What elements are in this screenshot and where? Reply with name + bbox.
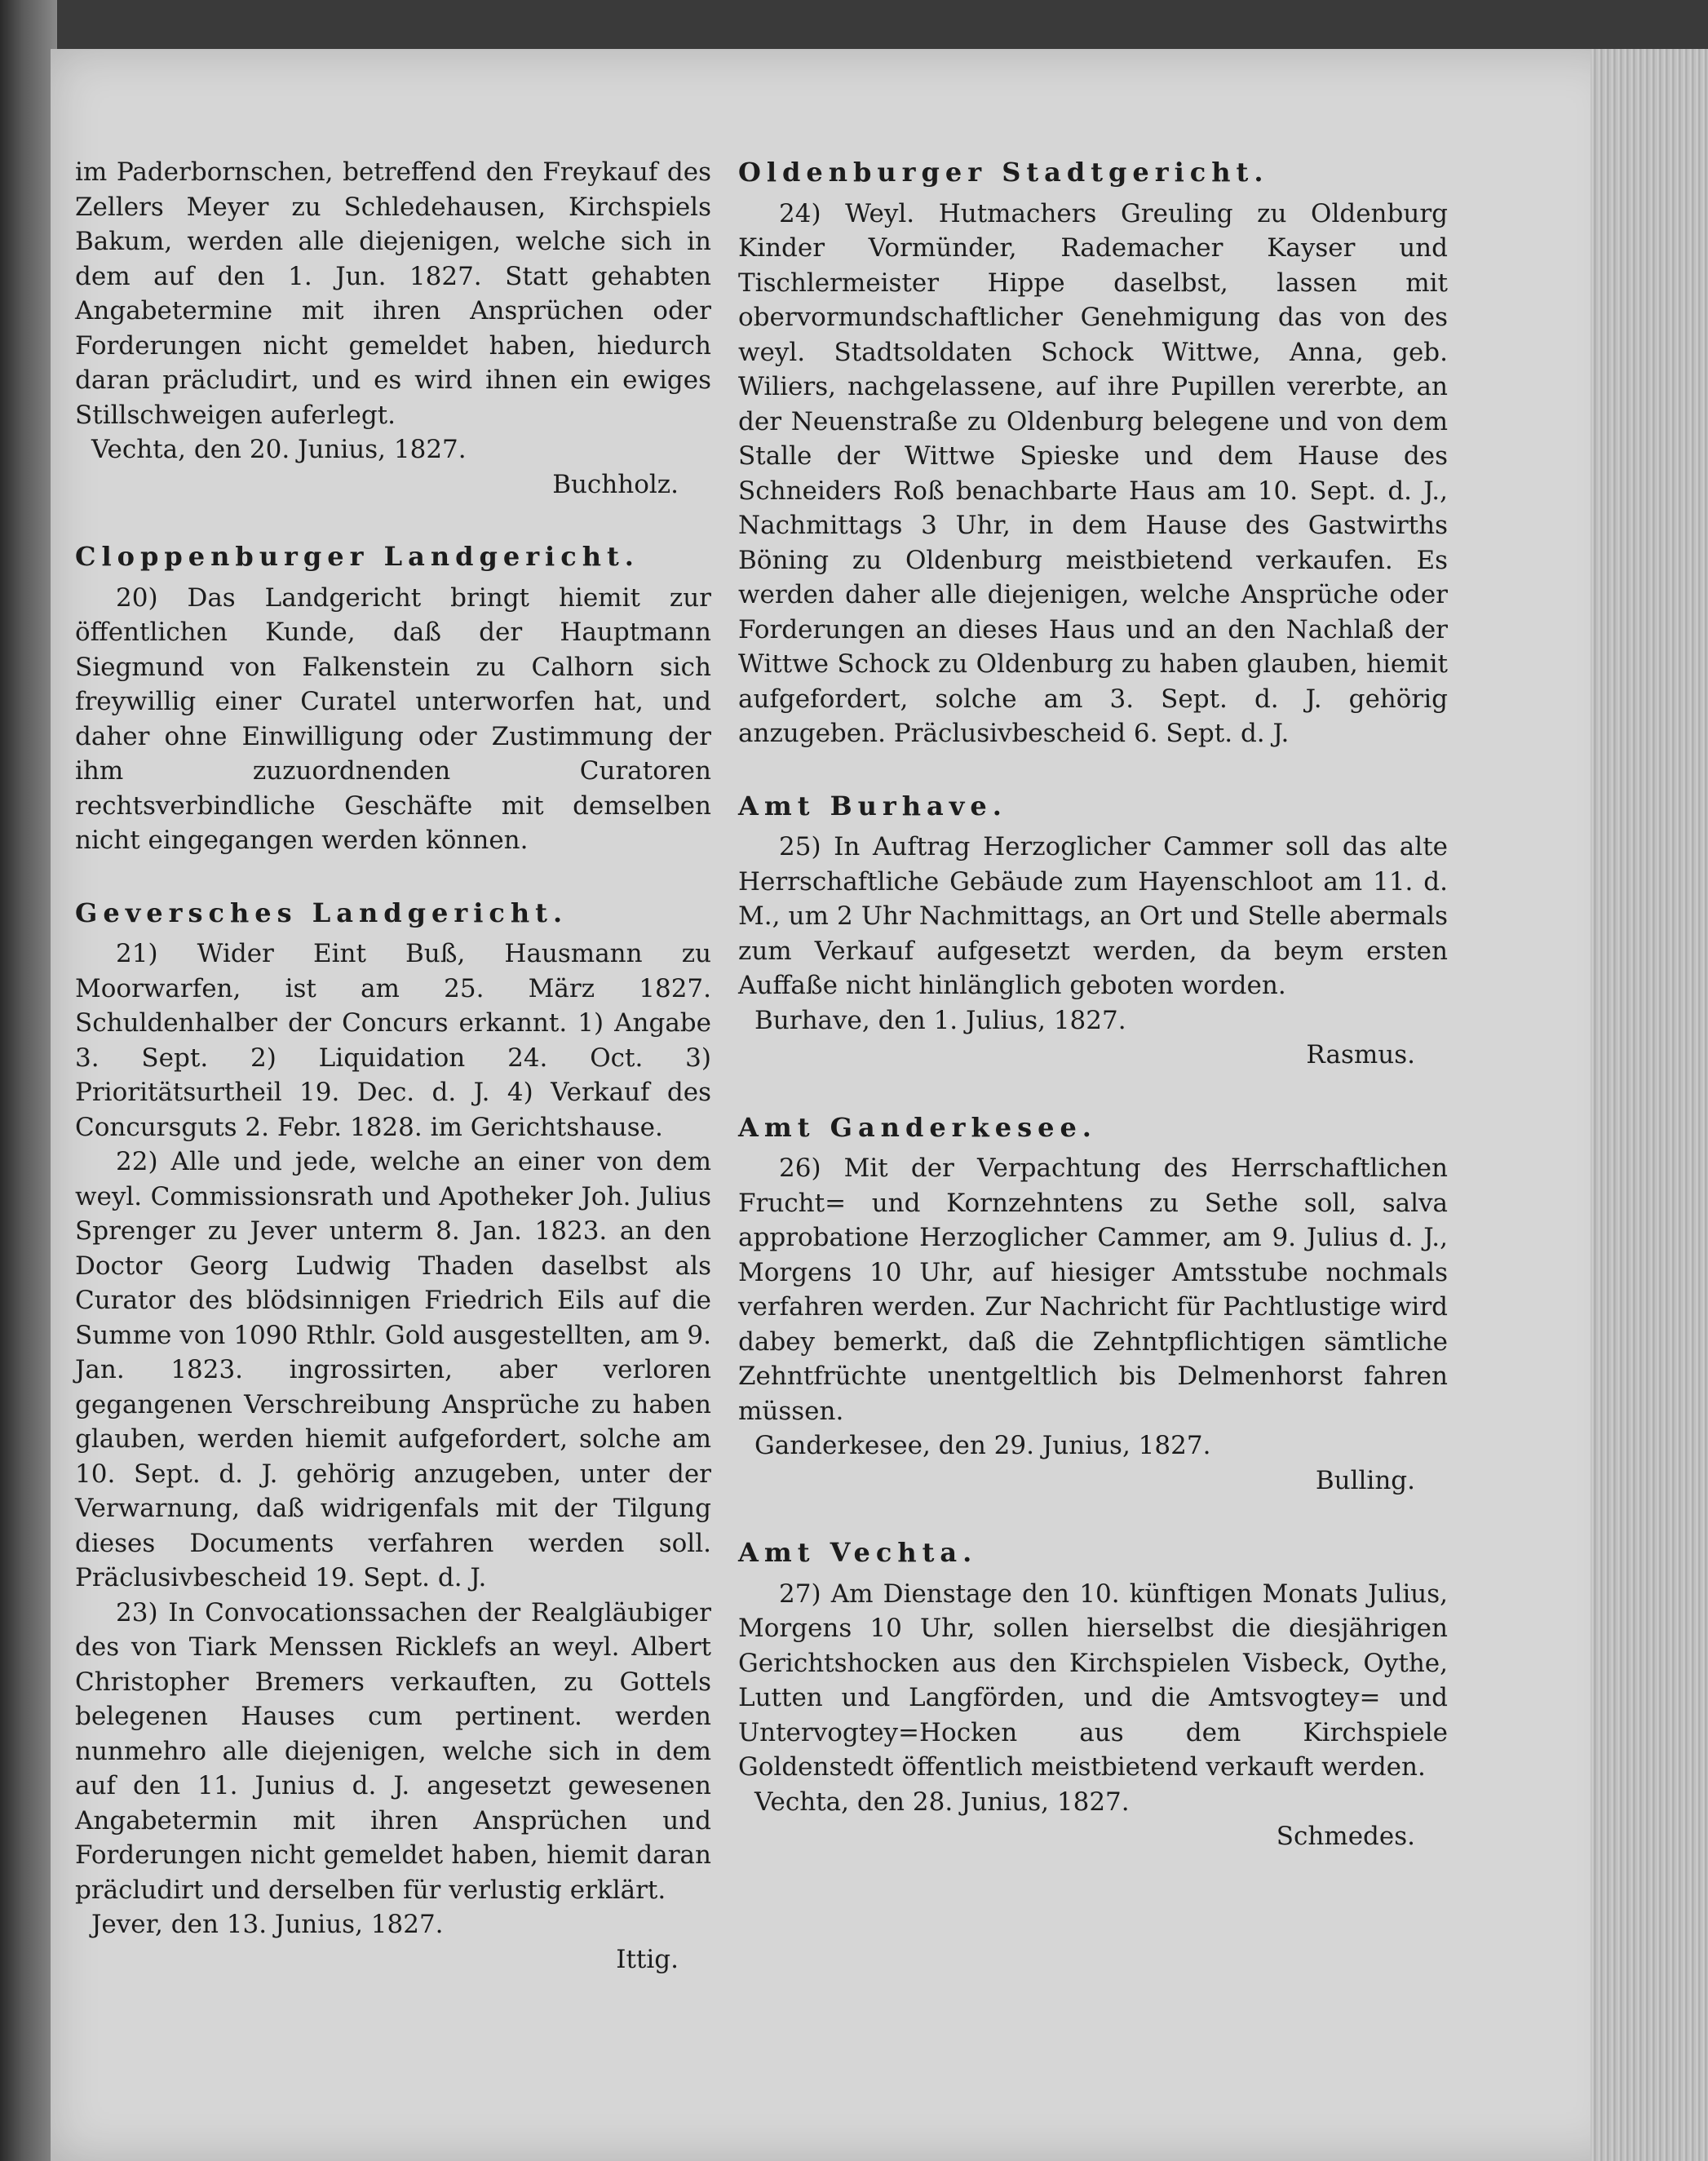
notice-23: 23) In Convocationssachen der Realgläubiger des von Tiark Menssen Ricklefs an weyl. Albert Christopher Bremers verkauften, zu Gottels belegenen Hauses cum pertinent. werden nunmehro alle diejenigen, welche sich in dem auf den 11. Junius d. J. angesetzt gewesenen Angabetermin mit ihren Ansprüchen und Forderungen nicht gemeldet haben, hiemit daran präcludirt und derselben für verlustig erklärt. (75, 1597, 711, 1905)
ganderkesee-signature: Bulling. (1315, 1465, 1415, 1495)
burhave-heading: Amt Burhave. (738, 790, 1007, 821)
page-edges (1591, 49, 1708, 2161)
jever-signature: Ittig. (616, 1944, 679, 1974)
section-vechta (738, 1535, 1448, 1854)
notice-25: 25) In Auftrag Herzoglicher Cammer soll das alte Herrschaftliche Gebäude zum Hayenschloot am 11. d. M., um 2 Uhr Nachmittags, an Ort und Stelle abermals zum Verkauf aufgesetzt werden, da beym ersten Auffaße nicht hinlänglich geboten worden. (738, 832, 1448, 1000)
intro-paragraph: im Paderbornschen, betreffend den Freykauf des Zellers Meyer zu Schledehausen, Kirchspiels Bakum, werden alle diejenigen, welche sich in dem auf den 1. Jun. 1827. Statt gehabten Angabetermine mit ihren Ansprüchen oder Forderungen nicht gemeldet haben, hiedurch daran präcludirt, und es wird ihnen ein ewiges Stillschweigen auferlegt. (75, 157, 711, 430)
intro-signature: Buchholz. (552, 469, 679, 499)
vechta-dateline: Vechta, den 28. Junius, 1827. (754, 1787, 1130, 1817)
intro-dateline: Vechta, den 20. Junius, 1827. (91, 435, 467, 464)
jever-heading: Geversches Landgericht. (75, 897, 569, 928)
section-ganderkesee (738, 1110, 1448, 1499)
left-column (75, 155, 711, 2014)
ganderkesee-heading: Amt Ganderkesee. (738, 1111, 1097, 1143)
oldenburg-heading: Oldenburger Stadtgericht. (738, 157, 1269, 188)
notice-22: 22) Alle und jede, welche an einer von dem weyl. Commissionsrath und Apotheker Joh. Julius Sprenger zu Jever unterm 8. Jan. 1823. an den Doctor Georg Ludwig Thaden daselbst als Curator des blödsinnigen Friedrich Eils auf die Summe von 1090 Rthlr. Gold ausgestellten, am 9. Jan. 1823. ingrossirten, aber verloren gegangenen Verschreibung Ansprüche zu haben glauben, werden hiemit aufgefordert, solche am 10. Sept. d. J. gehörig anzugeben, unter der Verwarnung, daß widrigenfals mit der Tilgung dieses Documents verfahren werden soll. Präclusivbescheid 19. Sept. d. J. (75, 1147, 711, 1592)
section-cloppenburg (75, 539, 711, 858)
vechta-heading: Amt Vechta. (738, 1537, 978, 1568)
ganderkesee-dateline: Ganderkesee, den 29. Junius, 1827. (754, 1431, 1211, 1460)
vechta-signature: Schmedes. (1276, 1822, 1415, 1851)
burhave-signature: Rasmus. (1306, 1040, 1415, 1069)
binding-gutter (0, 0, 57, 2161)
section-burhave (738, 789, 1448, 1073)
jever-dateline: Jever, den 13. Junius, 1827. (91, 1910, 444, 1939)
section-intro (75, 155, 711, 502)
notice-26: 26) Mit der Verpachtung des Herrschaftlichen Frucht= und Kornzehntens zu Sethe soll, salva approbatione Herzoglicher Cammer, am 9. Julius d. J., Morgens 10 Uhr, auf hiesiger Amtsstube nochmals verfahren werden. Zur Nachricht für Pachtlustige wird dabey bemerkt, daß die Zehntpflichtigen sämtliche Zehntfrüchte unentgeltlich bis Delmenhorst fahren müssen. (738, 1154, 1448, 1426)
cloppenburg-heading: Cloppenburger Landgericht. (75, 541, 639, 572)
section-oldenburg (738, 155, 1448, 751)
notice-24: 24) Weyl. Hutmachers Greuling zu Oldenburg Kinder Vormünder, Rademacher Kayser und Tischlermeister Hippe daselbst, lassen mit obervormundschaftlicher Genehmigung das von des weyl. Stadtsoldaten Schock Wittwe, Anna, geb. Wiliers, nachgelassene, auf ihre Pupillen vererbte, an der Neuenstraße zu Oldenburg belegene und von dem Stalle der Wittwe Spieske und dem Hause des Schneiders Roß benachbarte Haus am 10. Sept. d. J., Nachmittags 3 Uhr, in dem Hause des Gastwirths Böning zu Oldenburg meistbietend verkaufen. Es werden daher alle diejenigen, welche Ansprüche oder Forderungen an dieses Haus und an den Nachlaß der Wittwe Schock zu Oldenburg zu haben glauben, hiemit aufgefordert, solche am 3. Sept. d. J. gehörig anzugeben. Präclusivbescheid 6. Sept. d. J. (738, 198, 1448, 748)
notice-20: 20) Das Landgericht bringt hiemit zur öffentlichen Kunde, daß der Hauptmann Siegmund von Falkenstein zu Calhorn sich freywillig einer Curatel unterworfen hat, und daher ohne Einwilligung oder Zustimmung der ihm zuzuordnenden Curatoren rechtsverbindliche Geschäfte mit demselben nicht eingegangen werden können. (75, 582, 711, 855)
section-jever (75, 896, 711, 1977)
notice-21: 21) Wider Eint Buß, Hausmann zu Moorwarfen, ist am 25. März 1827. Schuldenhalber der Concurs erkannt. 1) Angabe 3. Sept. 2) Liquidation 24. Oct. 3) Prioritätsurtheil 19. Dec. d. J. 4) Verkauf des Concursguts 2. Febr. 1828. im Gerichtshause. (75, 939, 711, 1142)
right-column (738, 155, 1448, 1892)
burhave-dateline: Burhave, den 1. Julius, 1827. (754, 1005, 1126, 1035)
notice-27: 27) Am Dienstage den 10. künftigen Monats Julius, Morgens 10 Uhr, sollen hierselbst die diesjährigen Gerichtshocken aus den Kirchspielen Visbeck, Oythe, Lutten und Langförden, und die Amtsvogtey= und Untervogtey=Hocken aus dem Kirchspiele Goldenstedt öffentlich meistbietend verkauft werden. (738, 1579, 1448, 1782)
